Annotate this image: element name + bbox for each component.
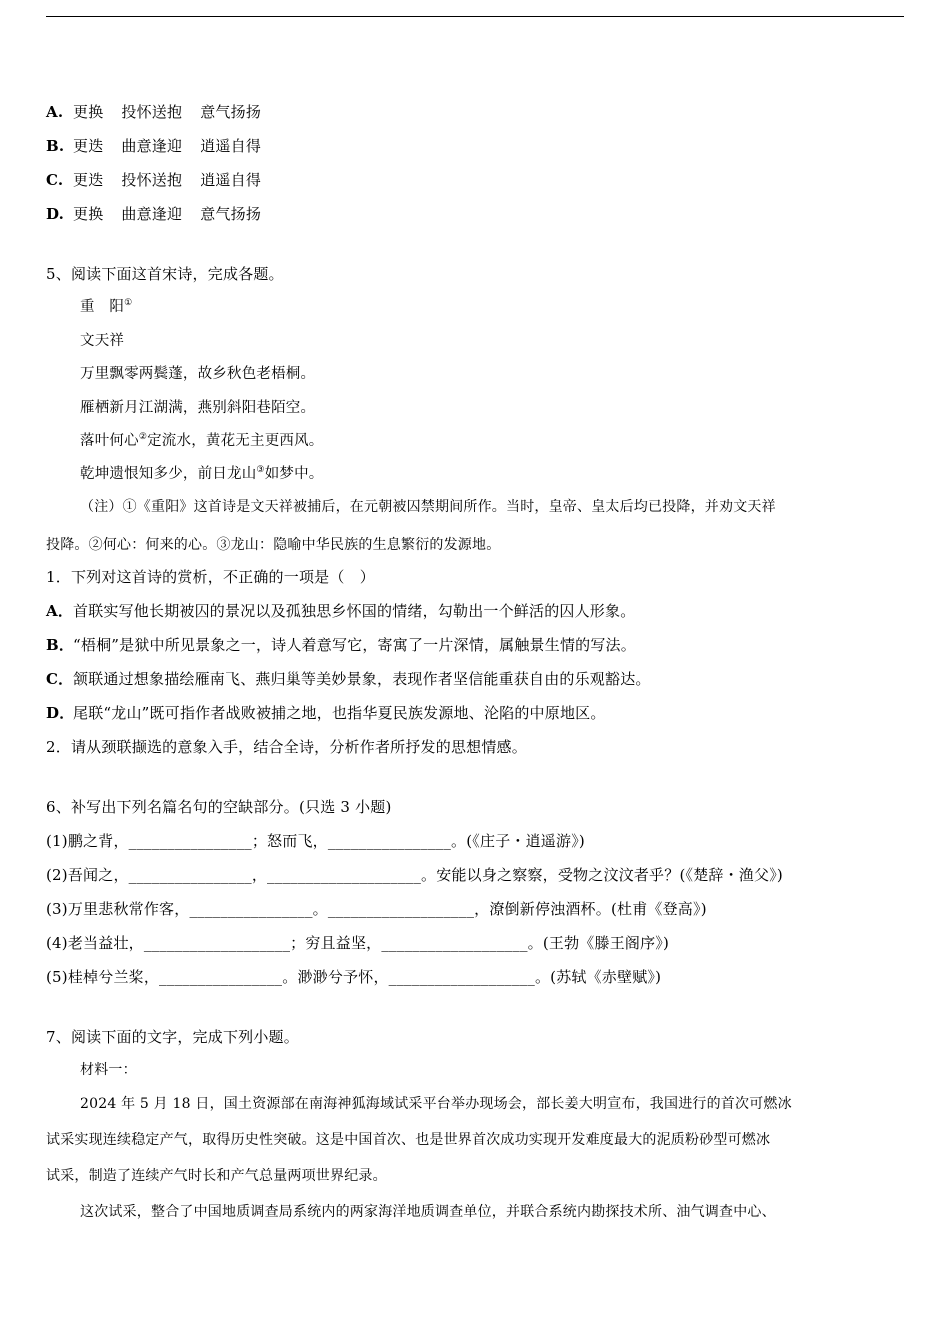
option-label: A. xyxy=(46,103,64,121)
q5-sub2: 2．请从颈联撷选的意象入手，结合全诗，分析作者所抒发的思想情感。 xyxy=(46,738,527,756)
poem-line-4 xyxy=(80,464,324,484)
option-word-3: 意气扬扬 xyxy=(200,103,262,121)
q6-item-1: (1)鹏之背，________________；怒而飞，________________。(《庄子・逍遥游》) xyxy=(46,832,585,850)
poem-title xyxy=(80,297,132,317)
poem-note-line-2: 投降。②何心：何来的心。③龙山：隐喻中华民族的生息繁衍的发源地。 xyxy=(46,537,501,553)
material-label: 材料一： xyxy=(80,1062,137,1078)
para1-line-1: 2024 年 5 月 18 日，国土资源部在南海神狐海域试采平台举办现场会，部长姜大明宣布，我国进行的首次可燃冰 xyxy=(80,1096,792,1112)
option-word-1: 更迭 xyxy=(73,171,104,189)
option-word-3: 逍遥自得 xyxy=(200,137,262,155)
q4-option-a xyxy=(46,102,261,122)
para1-line-2: 试采实现连续稳定产气，取得历史性突破。这是中国首次、也是世界首次成功实现开发难度最大的泥质粉砂型可燃冰 xyxy=(46,1132,771,1148)
option-word-2: 曲意逢迎 xyxy=(121,205,183,223)
para2-line-1: 这次试采，整合了中国地质调查局系统内的两家海洋地质调查单位，并联合系统内勘探技术所、油气调查中心、 xyxy=(80,1204,776,1220)
footnote-mark: ③ xyxy=(256,465,265,476)
option-label: A． xyxy=(46,602,74,620)
q5-option-a xyxy=(46,601,635,621)
q6-stem: 6、补写出下列名篇名句的空缺部分。(只选 3 小题) xyxy=(46,798,392,816)
sub-question-text: 1．下列对这首诗的赏析，不正确的一项是（ ） xyxy=(46,568,375,586)
q6-item-3: (3)万里悲秋常作客，________________。___________________，潦倒新停浊酒杯。(杜甫《登高》) xyxy=(46,900,707,918)
footnote-mark: ① xyxy=(124,298,133,309)
q5-sub1 xyxy=(46,567,375,587)
poem-line-2 xyxy=(80,398,315,418)
poem-note-line-1: （注）①《重阳》这首诗是文天祥被捕后，在元朝被囚禁期间所作。当时，皇帝、皇太后均已投降，并劝文天祥 xyxy=(80,499,776,515)
option-text: 颔联通过想象描绘雁南飞、燕归巢等美妙景象，表现作者坚信能重获自由的乐观豁达。 xyxy=(73,670,651,688)
q4-option-c xyxy=(46,170,261,190)
option-label: C. xyxy=(46,171,64,189)
poem-text: 乾坤遗恨知多少，前日龙山 xyxy=(80,466,257,482)
option-word-2: 投怀送抱 xyxy=(121,171,183,189)
option-word-2: 投怀送抱 xyxy=(121,103,183,121)
option-text: 尾联“龙山”既可指作者战败被捕之地，也指华夏民族发源地、沦陷的中原地区。 xyxy=(73,704,606,722)
poem-text: 落叶何心 xyxy=(80,433,139,449)
poem-title-text: 重 阳 xyxy=(80,299,125,315)
poem-line-1 xyxy=(80,364,315,384)
header-rule xyxy=(46,16,904,17)
option-text: 首联实写他长期被囚的景况以及孤独思乡怀国的情绪，勾勒出一个鲜活的囚人形象。 xyxy=(73,602,636,620)
poem-text: 万里飘零两鬓蓬，故乡秋色老梧桐。 xyxy=(80,366,316,382)
option-word-3: 意气扬扬 xyxy=(200,205,262,223)
option-label: D． xyxy=(46,704,75,722)
q5-option-d xyxy=(46,703,606,723)
option-word-1: 更换 xyxy=(73,103,104,121)
option-word-1: 更换 xyxy=(73,205,104,223)
option-word-1: 更迭 xyxy=(73,137,104,155)
poem-text: 雁栖新月江湖满，燕别斜阳巷陌空。 xyxy=(80,400,316,416)
option-label: D. xyxy=(46,205,65,223)
option-label: B． xyxy=(46,636,75,654)
footnote-mark: ② xyxy=(138,432,148,443)
option-label: C． xyxy=(46,670,74,688)
q6-item-2: (2)吾闻之，________________，____________________。安能以身之察察，受物之汶汶者乎？(《楚辞・渔父》) xyxy=(46,866,783,884)
option-word-3: 逍遥自得 xyxy=(200,171,262,189)
poem-author: 文天祥 xyxy=(80,333,125,349)
poem-text: 如梦中。 xyxy=(264,466,324,482)
q4-option-d xyxy=(46,204,261,224)
option-word-2: 曲意逢迎 xyxy=(121,137,183,155)
q5-stem: 5、阅读下面这首宋诗，完成各题。 xyxy=(46,265,284,283)
para1-line-3: 试采，制造了连续产气时长和产气总量两项世界纪录。 xyxy=(46,1168,387,1184)
poem-line-3 xyxy=(80,431,324,451)
option-text: “梧桐”是狱中所见景象之一，诗人着意写它，寄寓了一片深情，属触景生情的写法。 xyxy=(73,636,636,654)
q5-option-b xyxy=(46,635,636,655)
q5-option-c xyxy=(46,669,651,689)
q4-option-b xyxy=(46,136,261,156)
q7-stem: 7、阅读下面的文字，完成下列小题。 xyxy=(46,1028,299,1046)
option-label: B. xyxy=(46,137,65,155)
q6-item-4: (4)老当益壮，___________________；穷且益坚，___________________。(王勃《滕王阁序》) xyxy=(46,934,670,952)
q6-item-5: (5)桂棹兮兰桨，________________。渺渺兮予怀，___________________。(苏轼《赤壁赋》) xyxy=(46,968,662,986)
poem-text: 定流水，黄花无主更西风。 xyxy=(147,433,324,449)
